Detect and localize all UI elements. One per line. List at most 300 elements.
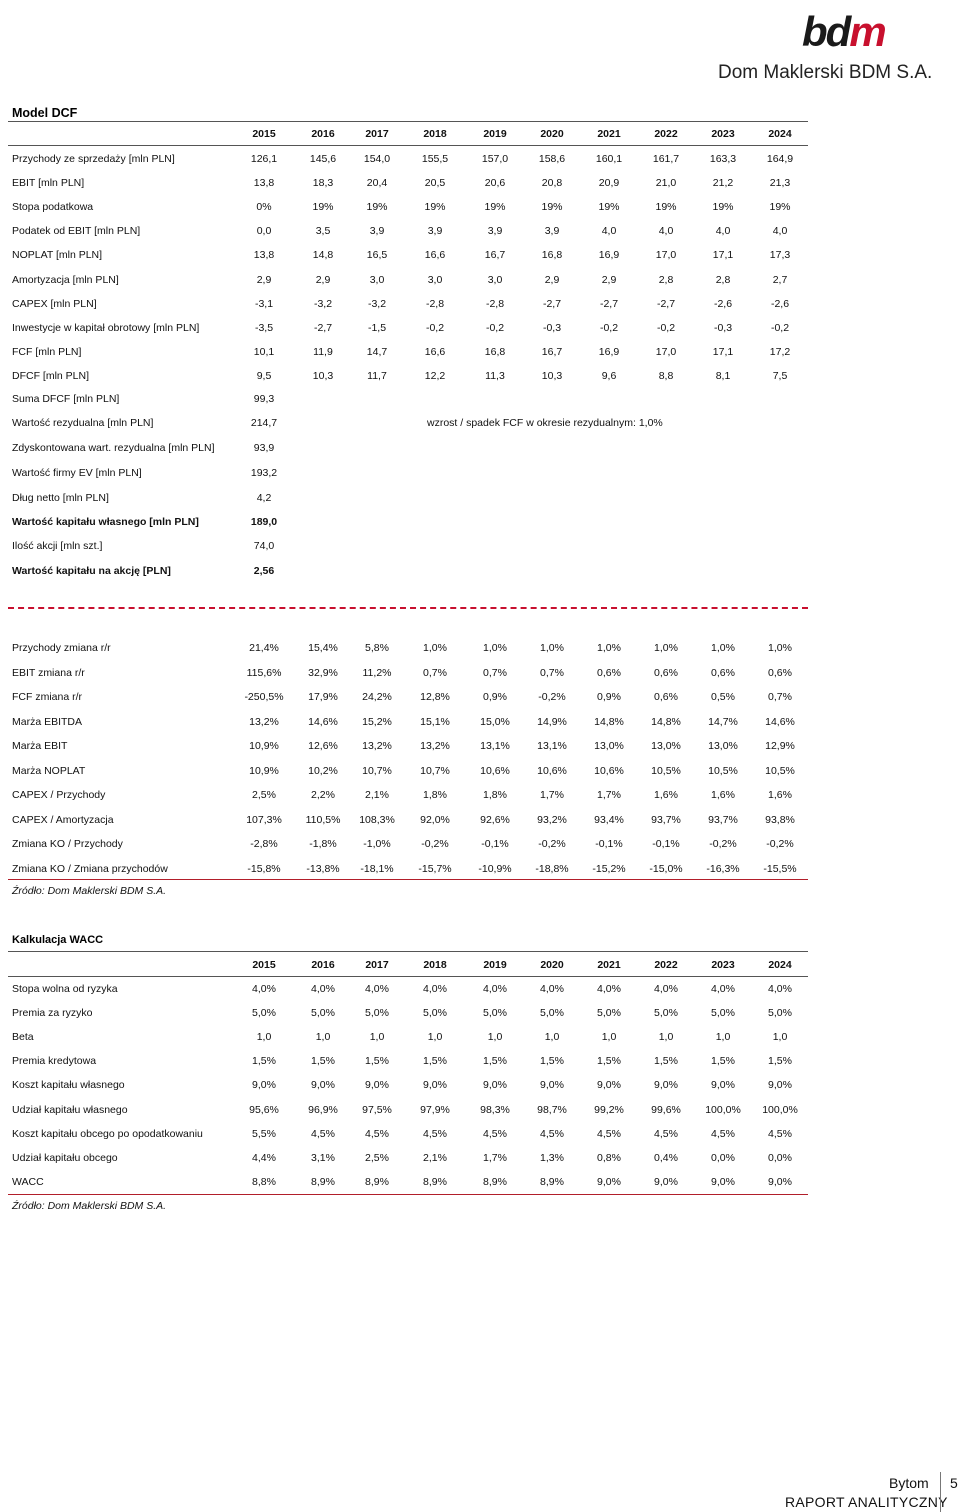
table-cell: 1,0 (315, 1031, 331, 1044)
year-header-cell: 2016 (311, 959, 335, 971)
table-cell: 92,0% (420, 813, 450, 826)
table-cell: 9,0% (252, 1079, 276, 1092)
table-cell: 98,7% (537, 1103, 567, 1116)
table-row (0, 740, 820, 756)
table-cell: 4,0% (365, 983, 389, 995)
wacc-source: Źródło: Dom Maklerski BDM S.A. (12, 1200, 167, 1212)
table-cell: 110,5% (305, 813, 341, 826)
table-cell: 8,9% (540, 1175, 564, 1188)
table-row (0, 1031, 820, 1047)
table-cell: -2,7 (656, 297, 676, 310)
table-cell: 1,6% (768, 789, 792, 801)
table-cell: 0,6% (711, 666, 735, 679)
row-label: Marża EBITDA (12, 715, 83, 728)
table-cell: -3,1 (254, 297, 274, 310)
table-cell: 19% (312, 201, 334, 214)
table-cell: 11,7 (367, 369, 387, 382)
table-cell: 1,5% (597, 1055, 621, 1068)
table-cell: -0,1% (652, 838, 680, 850)
wacc-top-rule (8, 951, 808, 952)
table-cell: 13,0% (708, 740, 738, 752)
table-cell: 4,0% (423, 983, 447, 995)
table-row (0, 1055, 820, 1071)
wacc-bottom-rule (8, 1194, 808, 1195)
table-cell: 10,3 (541, 369, 563, 382)
table-cell: 1,0 (487, 1031, 503, 1044)
table-cell: 154,0 (363, 153, 391, 165)
table-cell: 9,0% (711, 1079, 735, 1092)
table-cell: 17,3 (769, 249, 791, 262)
summary-label: Zdyskontowana wart. rezydualna [mln PLN] (12, 442, 215, 454)
table-row (0, 153, 820, 169)
row-label: Zmiana KO / Przychody (12, 838, 123, 850)
table-cell: 16,8 (484, 345, 506, 358)
row-label: Przychody ze sprzedaży [mln PLN] (12, 153, 175, 165)
table-cell: 1,3% (540, 1151, 564, 1164)
table-cell: 0,6% (654, 691, 678, 703)
table-cell: 0% (256, 201, 272, 214)
table-cell: 9,0% (768, 1079, 792, 1092)
table-cell: 96,9% (308, 1103, 338, 1116)
table-cell: -0,2% (709, 838, 737, 850)
row-label: CAPEX / Przychody (12, 789, 106, 801)
table-row (0, 667, 820, 683)
table-cell: 1,5% (768, 1055, 792, 1068)
table-cell: 108,3% (359, 813, 395, 826)
table-cell: 1,0 (256, 1031, 272, 1044)
table-cell: 19% (541, 201, 563, 214)
table-cell: 99,6% (651, 1103, 681, 1116)
table-cell: 19% (769, 201, 791, 214)
table-cell: 9,5 (256, 369, 272, 382)
table-cell: 12,8% (420, 691, 450, 703)
table-cell: 93,7% (708, 813, 738, 826)
table-cell: -2,7 (542, 297, 562, 310)
table-cell: 0,8% (597, 1151, 621, 1164)
table-cell: 15,2% (362, 715, 392, 728)
table-cell: 2,2% (311, 789, 335, 801)
table-cell: -15,8% (247, 862, 281, 875)
table-cell: 14,7 (366, 345, 388, 358)
summary-row (0, 516, 820, 532)
table-row (0, 691, 820, 707)
table-cell: 1,7% (597, 789, 621, 801)
table-row (0, 863, 820, 879)
table-cell: 8,8 (658, 369, 674, 382)
summary-value: 2,56 (253, 565, 275, 577)
table-cell: 4,4% (252, 1151, 276, 1164)
table-cell: 1,5% (423, 1055, 447, 1068)
table-cell: 8,9% (311, 1175, 335, 1188)
row-label: Marża NOPLAT (12, 764, 86, 777)
table-cell: 9,0% (365, 1079, 389, 1092)
table-cell: 12,9% (765, 740, 795, 752)
table-row (0, 249, 820, 265)
table-cell: -13,8% (306, 862, 340, 875)
table-cell: 10,5% (651, 764, 681, 777)
year-header-cell: 2017 (365, 128, 389, 140)
row-label: FCF [mln PLN] (12, 345, 82, 358)
table-cell: 17,0 (655, 345, 677, 358)
table-row (0, 370, 820, 386)
wacc-title: Kalkulacja WACC (12, 934, 104, 946)
footer-report-type: RAPORT ANALITYCZNY (785, 1494, 948, 1510)
table-cell: 14,8 (312, 249, 334, 262)
table-cell: -1,8% (309, 838, 337, 850)
table-cell: 32,9% (308, 666, 338, 679)
table-row (0, 765, 820, 781)
table-cell: 10,3 (312, 369, 334, 382)
table-cell: 4,0% (311, 983, 335, 995)
table-cell: 4,5% (483, 1127, 507, 1140)
year-header-cell: 2015 (252, 959, 276, 971)
logo-company-name: Dom Maklerski BDM S.A. (718, 62, 933, 83)
table-cell: 5,0% (768, 1007, 792, 1020)
table-cell: 4,0% (711, 983, 735, 995)
table-cell: 20,4 (366, 177, 388, 190)
table-cell: 2,1% (423, 1151, 447, 1164)
table-cell: 1,0% (711, 642, 735, 654)
page-number: 5 (950, 1475, 958, 1491)
table-cell: 16,9 (598, 345, 620, 358)
table-cell: 14,8% (594, 715, 624, 728)
table-cell: -0,2 (485, 321, 505, 334)
row-label: DFCF [mln PLN] (12, 369, 90, 382)
table-cell: 1,0% (597, 642, 621, 654)
table-cell: 163,3 (709, 153, 737, 165)
table-row (0, 1104, 820, 1120)
table-cell: 1,0% (540, 642, 564, 654)
table-row (0, 274, 820, 290)
table-cell: 13,0% (594, 740, 624, 752)
table-cell: 3,0 (427, 273, 443, 286)
row-label: EBIT zmiana r/r (12, 666, 85, 679)
table-cell: 5,0% (654, 1007, 678, 1020)
table-cell: 160,1 (595, 153, 623, 165)
dcf-source: Źródło: Dom Maklerski BDM S.A. (12, 885, 167, 897)
table-cell: 2,9 (315, 273, 331, 286)
table-cell: 10,9% (249, 764, 279, 777)
table-cell: 17,2 (769, 345, 791, 358)
table-cell: 0,7% (768, 691, 792, 703)
table-cell: 1,5% (252, 1055, 276, 1068)
table-cell: 10,5% (765, 764, 795, 777)
dcf-year-header (0, 128, 820, 144)
table-cell: 16,7 (484, 249, 506, 262)
table-cell: -2,6 (770, 297, 790, 310)
summary-row (0, 540, 820, 556)
summary-row (0, 492, 820, 508)
table-cell: -0,3 (542, 321, 562, 334)
table-cell: 157,0 (481, 153, 509, 165)
table-row (0, 642, 820, 658)
table-cell: 4,0 (658, 225, 674, 238)
table-cell: 5,0% (365, 1007, 389, 1020)
table-cell: 0,0% (768, 1151, 792, 1164)
table-cell: 2,8 (658, 273, 674, 286)
table-row (0, 225, 820, 241)
table-cell: 10,7% (362, 764, 392, 777)
wacc-header-rule (8, 976, 808, 977)
table-cell: 1,0 (772, 1031, 788, 1044)
table-cell: 13,2% (420, 740, 450, 752)
table-cell: -10,9% (478, 862, 512, 875)
table-cell: 10,7% (420, 764, 450, 777)
table-cell: -18,8% (535, 862, 569, 875)
table-cell: 1,5% (711, 1055, 735, 1068)
table-cell: 0,7% (540, 666, 564, 679)
table-row (0, 346, 820, 362)
table-cell: 10,1 (253, 345, 275, 358)
table-cell: 1,5% (311, 1055, 335, 1068)
table-cell: -18,1% (360, 862, 394, 875)
summary-label: Ilość akcji [mln szt.] (12, 540, 103, 552)
dcf-title: Model DCF (12, 106, 78, 120)
table-cell: 14,6% (765, 715, 795, 728)
table-cell: 19% (484, 201, 506, 214)
table-cell: -3,5 (254, 321, 274, 334)
summary-value: 214,7 (250, 417, 278, 429)
table-cell: 11,3 (485, 369, 505, 382)
section-dashed-divider (8, 607, 808, 609)
summary-label: Suma DFCF [mln PLN] (12, 393, 120, 405)
table-cell: -0,2 (425, 321, 445, 334)
table-cell: 12,6% (308, 740, 338, 752)
table-cell: 11,2% (362, 666, 392, 679)
table-cell: 19% (655, 201, 677, 214)
table-cell: 100,0% (705, 1103, 741, 1116)
row-label: Udział kapitału własnego (12, 1103, 128, 1116)
table-cell: 5,0% (483, 1007, 507, 1020)
year-header-cell: 2022 (654, 959, 678, 971)
table-cell: 20,5 (424, 177, 446, 190)
table-cell: 0,9% (483, 691, 507, 703)
table-cell: 10,9% (249, 740, 279, 752)
table-cell: 4,5% (540, 1127, 564, 1140)
summary-value: 74,0 (253, 540, 275, 552)
table-cell: 4,0% (597, 983, 621, 995)
table-cell: -0,2% (766, 838, 794, 850)
table-cell: -0,2 (656, 321, 676, 334)
table-cell: 97,9% (420, 1103, 450, 1116)
table-cell: 15,4% (308, 642, 338, 654)
year-header-cell: 2023 (711, 128, 735, 140)
table-cell: 8,1 (715, 369, 731, 382)
table-cell: 10,6% (594, 764, 624, 777)
table-cell: 21,2 (712, 177, 734, 190)
table-cell: -3,2 (313, 297, 333, 310)
table-cell: 4,5% (711, 1127, 735, 1140)
table-cell: -2,6 (713, 297, 733, 310)
table-cell: 3,9 (487, 225, 503, 238)
table-cell: 9,0% (483, 1079, 507, 1092)
summary-row (0, 417, 820, 433)
table-cell: 10,5% (708, 764, 738, 777)
table-cell: 4,0% (483, 983, 507, 995)
table-cell: 10,6% (480, 764, 510, 777)
table-cell: 0,5% (711, 691, 735, 703)
table-cell: -0,2 (770, 321, 790, 334)
table-cell: 5,0% (423, 1007, 447, 1020)
table-cell: 1,6% (711, 789, 735, 801)
table-cell: 9,0% (311, 1079, 335, 1092)
table-cell: 93,4% (594, 813, 624, 826)
table-row (0, 322, 820, 338)
table-cell: 9,0% (597, 1175, 621, 1188)
table-row (0, 789, 820, 805)
table-cell: 17,1 (712, 345, 734, 358)
table-cell: 13,1% (537, 740, 567, 752)
row-label: WACC (12, 1175, 44, 1188)
residual-growth-note: wzrost / spadek FCF w okresie rezydualnym: 1,0% (427, 417, 663, 429)
row-label: Marża EBIT (12, 740, 68, 752)
table-cell: -1,0% (363, 838, 391, 850)
table-cell: 1,8% (423, 789, 447, 801)
row-label: Stopa wolna od ryzyka (12, 983, 118, 995)
table-cell: 0,9% (597, 691, 621, 703)
table-cell: -1,5 (367, 321, 387, 334)
table-cell: 14,7% (708, 715, 738, 728)
table-cell: 1,0% (654, 642, 678, 654)
row-label: Koszt kapitału własnego (12, 1079, 125, 1092)
summary-value: 189,0 (250, 516, 278, 528)
logo-mark: bdm (802, 8, 885, 55)
table-cell: 5,0% (311, 1007, 335, 1020)
table-cell: 4,0% (540, 983, 564, 995)
table-cell: 1,5% (654, 1055, 678, 1068)
table-cell: 93,2% (537, 813, 567, 826)
summary-row (0, 467, 820, 483)
table-cell: 16,8 (541, 249, 563, 262)
table-cell: 4,5% (311, 1127, 335, 1140)
table-row (0, 1079, 820, 1095)
table-cell: 4,0 (715, 225, 731, 238)
table-cell: 4,0% (768, 983, 792, 995)
table-cell: 16,9 (598, 249, 620, 262)
table-cell: 1,0 (715, 1031, 731, 1044)
table-cell: 8,9% (365, 1175, 389, 1188)
table-cell: 14,6% (308, 715, 338, 728)
table-cell: 4,0% (654, 983, 678, 995)
table-cell: 107,3% (246, 813, 282, 826)
table-cell: 20,6 (484, 177, 506, 190)
table-cell: 5,8% (365, 642, 389, 654)
table-cell: 13,1% (480, 740, 510, 752)
table-cell: -0,2% (538, 838, 566, 850)
year-header-cell: 2024 (768, 959, 792, 971)
year-header-cell: 2019 (483, 959, 507, 971)
row-label: CAPEX / Amortyzacja (12, 813, 114, 826)
year-header-cell: 2022 (654, 128, 678, 140)
table-cell: 13,8 (253, 177, 275, 190)
table-cell: 1,0% (483, 642, 507, 654)
table-cell: 17,1 (712, 249, 734, 262)
table-cell: 1,7% (540, 789, 564, 801)
table-cell: 1,7% (483, 1151, 507, 1164)
row-label: Przychody zmiana r/r (12, 642, 111, 654)
summary-label: Wartość firmy EV [mln PLN] (12, 467, 142, 479)
table-cell: 13,0% (651, 740, 681, 752)
table-cell: -0,1% (595, 838, 623, 850)
table-cell: 97,5% (362, 1103, 392, 1116)
table-cell: 145,6 (309, 153, 337, 165)
table-cell: 11,9 (313, 345, 333, 358)
table-cell: -250,5% (244, 691, 284, 703)
summary-value: 93,9 (253, 442, 275, 454)
table-cell: 7,5 (772, 369, 788, 382)
table-cell: 9,0% (768, 1175, 792, 1188)
row-label: NOPLAT [mln PLN] (12, 249, 103, 262)
table-cell: 0,0% (711, 1151, 735, 1164)
row-label: Beta (12, 1031, 34, 1044)
summary-label: Dług netto [mln PLN] (12, 492, 109, 504)
table-cell: 4,0 (601, 225, 617, 238)
table-cell: 2,5% (365, 1151, 389, 1164)
table-cell: 16,6 (424, 345, 446, 358)
year-header-cell: 2017 (365, 959, 389, 971)
year-header-cell: 2020 (540, 959, 564, 971)
table-cell: 4,5% (597, 1127, 621, 1140)
table-cell: 100,0% (762, 1103, 798, 1116)
wacc-year-header (0, 959, 820, 975)
table-cell: 93,8% (765, 813, 795, 826)
table-cell: 2,9 (256, 273, 272, 286)
table-cell: 1,5% (365, 1055, 389, 1068)
table-cell: 24,2% (362, 691, 392, 703)
table-cell: 2,8 (715, 273, 731, 286)
table-cell: 8,8% (252, 1175, 276, 1188)
year-header-cell: 2018 (423, 959, 447, 971)
row-label: Koszt kapitału obcego po opodatkowaniu (12, 1127, 203, 1140)
table-cell: 4,0% (252, 983, 276, 995)
table-cell: 17,0 (655, 249, 677, 262)
table-cell: 4,0 (772, 225, 788, 238)
table-row (0, 1152, 820, 1168)
table-cell: 10,2% (308, 764, 338, 777)
table-cell: 21,4% (249, 642, 279, 654)
row-label: Inwestycje w kapitał obrotowy [mln PLN] (12, 321, 200, 334)
summary-value: 193,2 (250, 467, 278, 479)
table-cell: 155,5 (421, 153, 449, 165)
table-cell: 2,1% (365, 789, 389, 801)
row-label: FCF zmiana r/r (12, 691, 83, 703)
row-label: Zmiana KO / Zmiana przychodów (12, 862, 168, 875)
table-cell: 161,7 (652, 153, 680, 165)
table-cell: 0,7% (483, 666, 507, 679)
row-label: CAPEX [mln PLN] (12, 297, 97, 310)
table-cell: 5,0% (597, 1007, 621, 1020)
table-cell: -2,8 (485, 297, 505, 310)
table-cell: 20,9 (598, 177, 620, 190)
table-cell: 16,5 (366, 249, 388, 262)
table-cell: 3,0 (487, 273, 503, 286)
footer-separator (940, 1472, 941, 1512)
table-cell: 9,6 (601, 369, 617, 382)
year-header-cell: 2024 (768, 128, 792, 140)
table-cell: -2,8% (250, 838, 278, 850)
table-cell: 2,5% (252, 789, 276, 801)
table-cell: 13,2% (249, 715, 279, 728)
table-cell: -15,5% (763, 862, 797, 875)
summary-row (0, 565, 820, 581)
table-row (0, 177, 820, 193)
table-cell: 95,6% (249, 1103, 279, 1116)
table-row (0, 838, 820, 854)
table-cell: 3,9 (369, 225, 385, 238)
table-cell: 3,5 (315, 225, 331, 238)
summary-label: Wartość kapitału własnego [mln PLN] (12, 516, 199, 528)
table-cell: 13,8 (253, 249, 275, 262)
